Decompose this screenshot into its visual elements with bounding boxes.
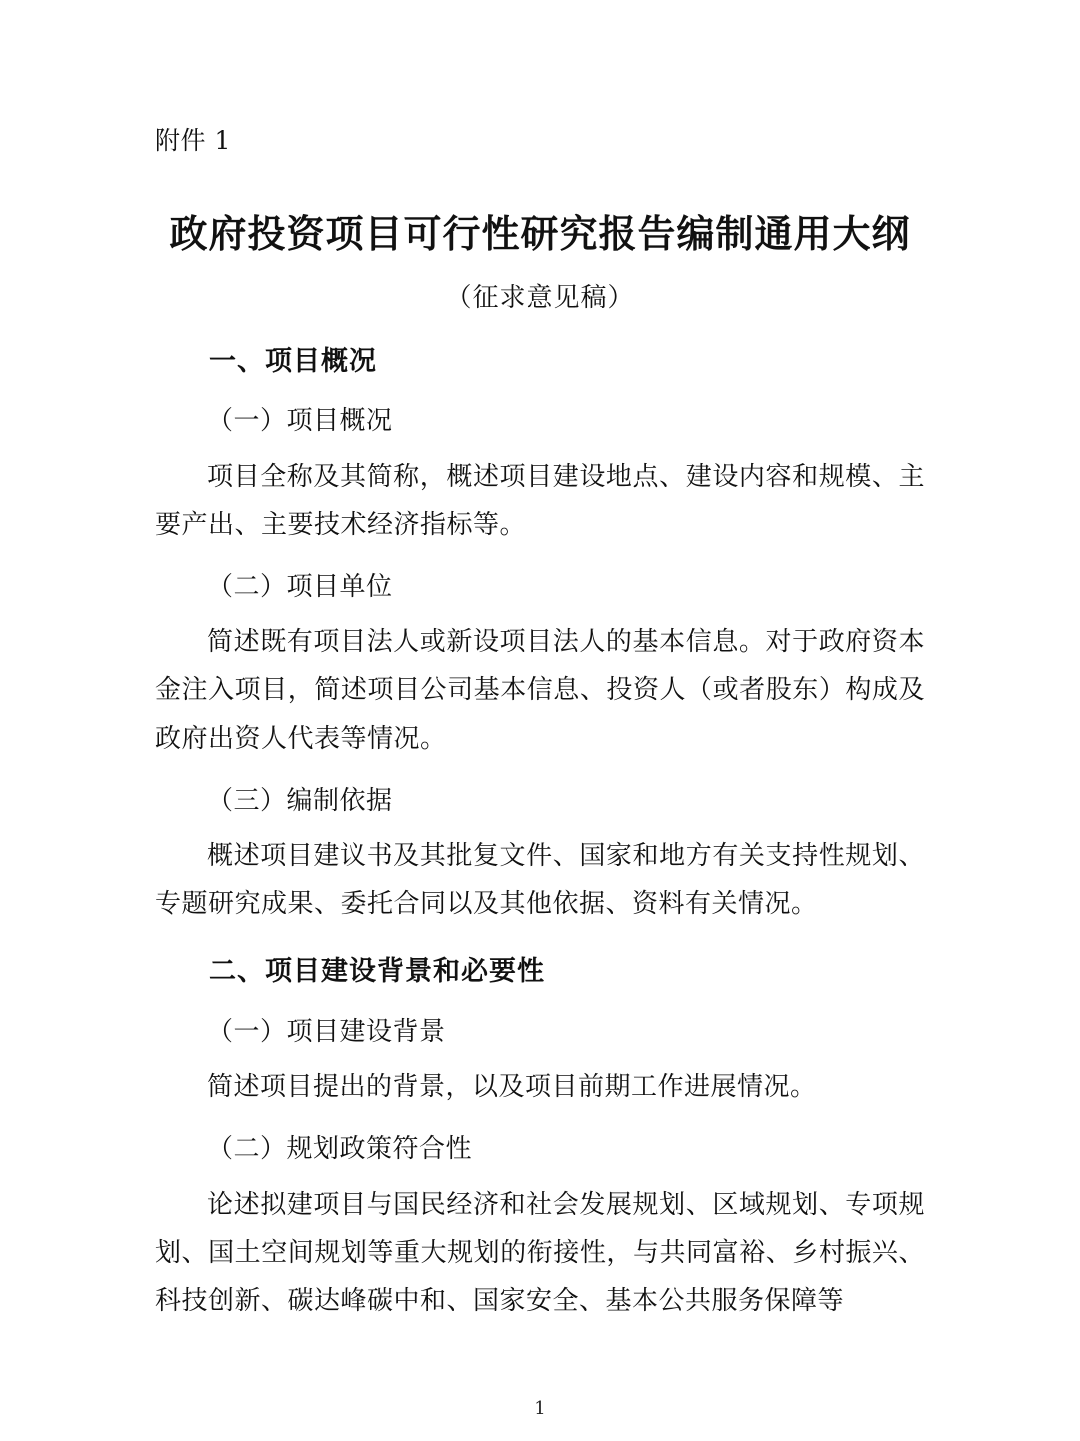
- subsection-heading-2-2: （二）规划政策符合性: [207, 1134, 473, 1165]
- paragraph-1-2-1: 简述既有项目法人或新设项目法人的基本信息。对于政府资本金注入项目，简述项目公司基本信息、投资人（或者股东）构成及政府出资人代表等情况。: [155, 627, 925, 754]
- document-subtitle: （征求意见稿）: [445, 282, 635, 313]
- attachment-label: 附件 1: [155, 126, 231, 155]
- subsection-heading-1-1: （一）项目概况: [207, 405, 393, 436]
- section-heading-1: 一、项目概况: [209, 345, 377, 377]
- document-body: [155, 125, 925, 1339]
- section-heading-2: 二、项目建设背景和必要性: [209, 956, 545, 988]
- document-title: 政府投资项目可行性研究报告编制通用大纲: [169, 210, 911, 256]
- paragraph-1-1-1: 项目全称及其简称，概述项目建设地点、建设内容和规模、主要产出、主要技术经济指标等。: [155, 461, 925, 540]
- subsection-heading-2-1: （一）项目建设背景: [207, 1016, 446, 1047]
- paragraph-2-2-1: 论述拟建项目与国民经济和社会发展规划、区域规划、专项规划、国土空间规划等重大规划的衔接性，与共同富裕、乡村振兴、科技创新、碳达峰碳中和、国家安全、基本公共服务保障等: [155, 1189, 925, 1317]
- paragraph-2-1-1: 简述项目提出的背景，以及项目前期工作进展情况。: [207, 1072, 817, 1103]
- subsection-heading-1-3: （三）编制依据: [207, 785, 393, 816]
- subsection-heading-1-2: （二）项目单位: [207, 571, 393, 602]
- page-number: 1: [534, 1398, 546, 1419]
- paragraph-1-3-1: 概述项目建议书及其批复文件、国家和地方有关支持性规划、专题研究成果、委托合同以及其他依据、资料有关情况。: [155, 841, 925, 920]
